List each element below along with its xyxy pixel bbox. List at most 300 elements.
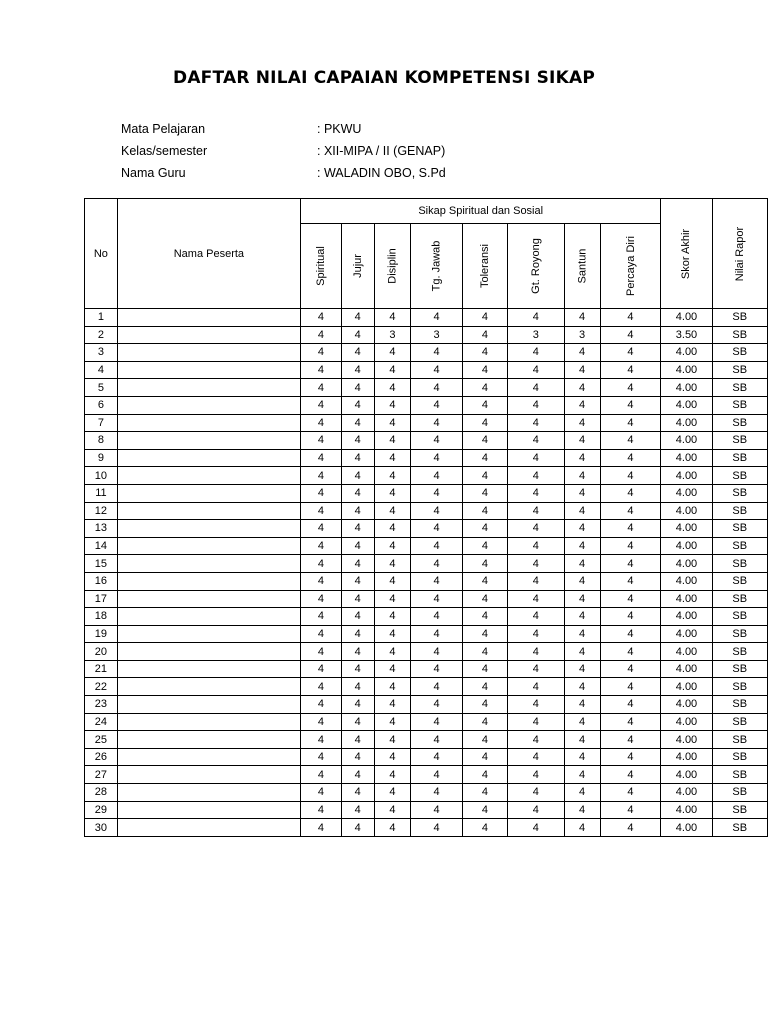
- cell-attitude-score: 4: [411, 784, 463, 802]
- cell-attitude-score: 4: [301, 819, 342, 837]
- cell-student-name: [117, 696, 300, 714]
- cell-attitude-score: 4: [462, 748, 507, 766]
- cell-student-name: [117, 379, 300, 397]
- cell-final-score: 4.00: [661, 590, 712, 608]
- cell-attitude-score: 4: [374, 608, 410, 626]
- cell-attitude-score: 4: [411, 537, 463, 555]
- cell-attitude-score: 4: [462, 379, 507, 397]
- cell-attitude-score: 4: [301, 766, 342, 784]
- cell-attitude-score: 4: [411, 467, 463, 485]
- cell-attitude-score: 4: [564, 396, 600, 414]
- cell-attitude-score: 4: [507, 696, 564, 714]
- cell-final-score: 4.00: [661, 396, 712, 414]
- cell-no: 11: [85, 484, 118, 502]
- cell-no: 16: [85, 572, 118, 590]
- cell-attitude-score: 4: [374, 344, 410, 362]
- cell-attitude-score: 4: [462, 784, 507, 802]
- cell-attitude-score: 4: [507, 309, 564, 327]
- cell-attitude-score: 3: [374, 326, 410, 344]
- column-group-header: Sikap Spiritual dan Sosial: [301, 199, 661, 224]
- cell-no: 27: [85, 766, 118, 784]
- cell-no: 14: [85, 537, 118, 555]
- table-row: [85, 396, 768, 414]
- cell-attitude-score: 4: [462, 660, 507, 678]
- cell-attitude-score: 4: [374, 731, 410, 749]
- cell-attitude-score: 4: [341, 432, 374, 450]
- table-row: [85, 643, 768, 661]
- column-header-label: Nilai Rapor: [733, 226, 746, 281]
- cell-attitude-score: 4: [374, 766, 410, 784]
- cell-report-grade: SB: [712, 502, 767, 520]
- cell-final-score: 4.00: [661, 660, 712, 678]
- cell-attitude-score: 4: [564, 678, 600, 696]
- cell-report-grade: SB: [712, 572, 767, 590]
- cell-attitude-score: 4: [301, 731, 342, 749]
- cell-final-score: 4.00: [661, 643, 712, 661]
- cell-attitude-score: 4: [341, 696, 374, 714]
- cell-attitude-score: 4: [462, 361, 507, 379]
- cell-attitude-score: 4: [564, 590, 600, 608]
- cell-attitude-score: 4: [374, 819, 410, 837]
- table-row: [85, 520, 768, 538]
- cell-final-score: 4.00: [661, 520, 712, 538]
- cell-attitude-score: 4: [301, 590, 342, 608]
- cell-attitude-score: 4: [564, 344, 600, 362]
- cell-attitude-score: 4: [411, 625, 463, 643]
- cell-attitude-score: 4: [374, 748, 410, 766]
- cell-attitude-score: 4: [462, 537, 507, 555]
- cell-attitude-score: 4: [374, 467, 410, 485]
- column-header-attitude: [507, 224, 564, 309]
- cell-final-score: 4.00: [661, 608, 712, 626]
- cell-attitude-score: 4: [507, 660, 564, 678]
- cell-attitude-score: 4: [301, 396, 342, 414]
- cell-attitude-score: 4: [564, 731, 600, 749]
- cell-attitude-score: 4: [341, 309, 374, 327]
- cell-attitude-score: 4: [374, 660, 410, 678]
- cell-attitude-score: 4: [411, 502, 463, 520]
- cell-student-name: [117, 819, 300, 837]
- cell-attitude-score: 4: [411, 432, 463, 450]
- cell-attitude-score: 4: [507, 784, 564, 802]
- meta-label: Nama Guru: [121, 166, 186, 180]
- cell-attitude-score: 4: [374, 696, 410, 714]
- cell-attitude-score: 4: [462, 396, 507, 414]
- cell-student-name: [117, 660, 300, 678]
- cell-attitude-score: 4: [600, 784, 661, 802]
- cell-attitude-score: 4: [462, 678, 507, 696]
- cell-attitude-score: 4: [462, 590, 507, 608]
- cell-attitude-score: 4: [374, 414, 410, 432]
- cell-report-grade: SB: [712, 608, 767, 626]
- cell-attitude-score: 4: [341, 520, 374, 538]
- table-row: [85, 537, 768, 555]
- cell-attitude-score: 4: [411, 396, 463, 414]
- cell-no: 29: [85, 801, 118, 819]
- cell-attitude-score: 4: [411, 572, 463, 590]
- cell-attitude-score: 4: [374, 678, 410, 696]
- cell-final-score: 4.00: [661, 309, 712, 327]
- cell-final-score: 4.00: [661, 414, 712, 432]
- cell-attitude-score: 4: [301, 801, 342, 819]
- cell-attitude-score: 4: [564, 484, 600, 502]
- cell-attitude-score: 4: [341, 660, 374, 678]
- cell-attitude-score: 4: [341, 625, 374, 643]
- cell-student-name: [117, 555, 300, 573]
- cell-attitude-score: 4: [600, 520, 661, 538]
- cell-attitude-score: 4: [564, 502, 600, 520]
- meta-value: : XII-MIPA / II (GENAP): [317, 144, 446, 158]
- cell-attitude-score: 4: [462, 555, 507, 573]
- cell-attitude-score: 4: [301, 309, 342, 327]
- cell-report-grade: SB: [712, 660, 767, 678]
- column-header-label: Skor Akhir: [680, 228, 693, 279]
- cell-attitude-score: 4: [462, 520, 507, 538]
- cell-attitude-score: 4: [411, 766, 463, 784]
- table-row: [85, 449, 768, 467]
- cell-attitude-score: 4: [341, 379, 374, 397]
- cell-attitude-score: 4: [507, 432, 564, 450]
- cell-attitude-score: 4: [507, 731, 564, 749]
- cell-final-score: 4.00: [661, 678, 712, 696]
- table-row: [85, 555, 768, 573]
- cell-no: 13: [85, 520, 118, 538]
- cell-attitude-score: 4: [507, 484, 564, 502]
- column-header-attitude: [374, 224, 410, 309]
- cell-attitude-score: 4: [411, 801, 463, 819]
- cell-attitude-score: 4: [301, 608, 342, 626]
- cell-attitude-score: 4: [462, 414, 507, 432]
- meta-value: : WALADIN OBO, S.Pd: [317, 166, 446, 180]
- cell-no: 7: [85, 414, 118, 432]
- cell-no: 3: [85, 344, 118, 362]
- column-header-grade: [712, 199, 767, 309]
- cell-attitude-score: 4: [507, 625, 564, 643]
- cell-attitude-score: 4: [600, 713, 661, 731]
- cell-attitude-score: 4: [341, 361, 374, 379]
- table-row: [85, 713, 768, 731]
- cell-student-name: [117, 502, 300, 520]
- cell-final-score: 4.00: [661, 555, 712, 573]
- cell-attitude-score: 4: [507, 678, 564, 696]
- cell-attitude-score: 4: [301, 784, 342, 802]
- cell-attitude-score: 4: [374, 572, 410, 590]
- cell-attitude-score: 4: [341, 484, 374, 502]
- cell-attitude-score: 4: [564, 608, 600, 626]
- cell-attitude-score: 4: [411, 449, 463, 467]
- cell-attitude-score: 4: [507, 379, 564, 397]
- table-row: [85, 748, 768, 766]
- column-header-name: Nama Peserta: [117, 199, 300, 309]
- cell-attitude-score: 4: [301, 414, 342, 432]
- cell-final-score: 4.00: [661, 625, 712, 643]
- cell-attitude-score: 4: [374, 502, 410, 520]
- cell-attitude-score: 4: [462, 502, 507, 520]
- cell-report-grade: SB: [712, 801, 767, 819]
- cell-attitude-score: 4: [374, 801, 410, 819]
- cell-attitude-score: 4: [411, 819, 463, 837]
- cell-attitude-score: 4: [507, 819, 564, 837]
- cell-attitude-score: 4: [507, 643, 564, 661]
- column-header-label: Percaya Diri: [624, 236, 637, 296]
- cell-no: 21: [85, 660, 118, 678]
- table-row: [85, 784, 768, 802]
- cell-final-score: 3.50: [661, 326, 712, 344]
- cell-attitude-score: 4: [564, 784, 600, 802]
- cell-student-name: [117, 643, 300, 661]
- table-row: [85, 432, 768, 450]
- column-header-label: Disiplin: [386, 248, 399, 284]
- cell-attitude-score: 4: [462, 696, 507, 714]
- cell-report-grade: SB: [712, 819, 767, 837]
- cell-attitude-score: 4: [341, 449, 374, 467]
- cell-attitude-score: 4: [301, 344, 342, 362]
- cell-attitude-score: 4: [507, 361, 564, 379]
- cell-attitude-score: 4: [600, 449, 661, 467]
- table-row: [85, 819, 768, 837]
- cell-attitude-score: 4: [411, 555, 463, 573]
- table-row: [85, 678, 768, 696]
- table-row: [85, 344, 768, 362]
- cell-attitude-score: 4: [507, 520, 564, 538]
- cell-attitude-score: 4: [301, 678, 342, 696]
- cell-attitude-score: 4: [564, 361, 600, 379]
- cell-attitude-score: 4: [462, 713, 507, 731]
- cell-no: 23: [85, 696, 118, 714]
- cell-attitude-score: 4: [411, 361, 463, 379]
- cell-student-name: [117, 396, 300, 414]
- cell-attitude-score: 4: [462, 326, 507, 344]
- cell-final-score: 4.00: [661, 361, 712, 379]
- cell-report-grade: SB: [712, 414, 767, 432]
- cell-student-name: [117, 572, 300, 590]
- table-row: [85, 625, 768, 643]
- cell-attitude-score: 4: [600, 537, 661, 555]
- cell-attitude-score: 4: [564, 748, 600, 766]
- cell-attitude-score: 4: [507, 608, 564, 626]
- cell-student-name: [117, 326, 300, 344]
- cell-attitude-score: 4: [564, 660, 600, 678]
- cell-attitude-score: 4: [301, 660, 342, 678]
- column-header-label: Jujur: [351, 254, 364, 278]
- table-row: [85, 572, 768, 590]
- cell-attitude-score: 4: [341, 344, 374, 362]
- cell-no: 19: [85, 625, 118, 643]
- cell-no: 22: [85, 678, 118, 696]
- cell-attitude-score: 4: [411, 344, 463, 362]
- cell-report-grade: SB: [712, 748, 767, 766]
- cell-attitude-score: 4: [301, 537, 342, 555]
- column-header-attitude: [411, 224, 463, 309]
- cell-attitude-score: 4: [564, 520, 600, 538]
- cell-student-name: [117, 590, 300, 608]
- cell-attitude-score: 4: [301, 555, 342, 573]
- cell-no: 28: [85, 784, 118, 802]
- cell-attitude-score: 4: [341, 414, 374, 432]
- cell-final-score: 4.00: [661, 449, 712, 467]
- cell-attitude-score: 4: [507, 590, 564, 608]
- cell-attitude-score: 4: [600, 696, 661, 714]
- cell-report-grade: SB: [712, 784, 767, 802]
- cell-student-name: [117, 432, 300, 450]
- cell-student-name: [117, 309, 300, 327]
- cell-no: 5: [85, 379, 118, 397]
- cell-student-name: [117, 361, 300, 379]
- cell-attitude-score: 4: [301, 696, 342, 714]
- cell-attitude-score: 4: [411, 608, 463, 626]
- cell-report-grade: SB: [712, 326, 767, 344]
- cell-attitude-score: 4: [600, 555, 661, 573]
- cell-attitude-score: 4: [564, 449, 600, 467]
- cell-no: 24: [85, 713, 118, 731]
- cell-attitude-score: 4: [411, 643, 463, 661]
- cell-final-score: 4.00: [661, 467, 712, 485]
- cell-attitude-score: 4: [462, 432, 507, 450]
- column-header-label: Toleransi: [478, 243, 491, 289]
- column-header-label: Gt. Royong: [529, 238, 542, 294]
- cell-student-name: [117, 678, 300, 696]
- cell-attitude-score: 4: [374, 396, 410, 414]
- cell-attitude-score: 4: [507, 467, 564, 485]
- cell-attitude-score: 4: [507, 572, 564, 590]
- cell-student-name: [117, 467, 300, 485]
- cell-attitude-score: 4: [600, 801, 661, 819]
- cell-attitude-score: 4: [341, 608, 374, 626]
- cell-attitude-score: 4: [411, 484, 463, 502]
- cell-attitude-score: 4: [341, 784, 374, 802]
- cell-final-score: 4.00: [661, 748, 712, 766]
- cell-attitude-score: 4: [462, 766, 507, 784]
- header-row-top: [85, 199, 768, 224]
- cell-attitude-score: 4: [341, 555, 374, 573]
- cell-attitude-score: 4: [341, 590, 374, 608]
- cell-final-score: 4.00: [661, 484, 712, 502]
- table-row: [85, 608, 768, 626]
- cell-final-score: 4.00: [661, 784, 712, 802]
- cell-report-grade: SB: [712, 731, 767, 749]
- cell-attitude-score: 4: [374, 590, 410, 608]
- cell-attitude-score: 4: [374, 625, 410, 643]
- cell-attitude-score: 4: [462, 643, 507, 661]
- cell-no: 10: [85, 467, 118, 485]
- cell-student-name: [117, 801, 300, 819]
- cell-attitude-score: 4: [462, 344, 507, 362]
- cell-attitude-score: 4: [600, 484, 661, 502]
- cell-attitude-score: 4: [341, 766, 374, 784]
- column-header-attitude: [341, 224, 374, 309]
- cell-attitude-score: 4: [301, 326, 342, 344]
- cell-report-grade: SB: [712, 537, 767, 555]
- cell-attitude-score: 4: [341, 326, 374, 344]
- cell-attitude-score: 4: [301, 625, 342, 643]
- cell-attitude-score: 4: [462, 801, 507, 819]
- cell-report-grade: SB: [712, 643, 767, 661]
- cell-no: 1: [85, 309, 118, 327]
- cell-report-grade: SB: [712, 766, 767, 784]
- cell-report-grade: SB: [712, 361, 767, 379]
- table-row: [85, 361, 768, 379]
- cell-attitude-score: 4: [374, 309, 410, 327]
- cell-attitude-score: 3: [411, 326, 463, 344]
- cell-attitude-score: 4: [507, 396, 564, 414]
- cell-attitude-score: 4: [374, 784, 410, 802]
- cell-no: 25: [85, 731, 118, 749]
- page-title: DAFTAR NILAI CAPAIAN KOMPETENSI SIKAP: [173, 68, 595, 88]
- cell-attitude-score: 4: [301, 502, 342, 520]
- cell-attitude-score: 4: [507, 766, 564, 784]
- cell-report-grade: SB: [712, 678, 767, 696]
- cell-attitude-score: 4: [564, 643, 600, 661]
- cell-report-grade: SB: [712, 344, 767, 362]
- cell-final-score: 4.00: [661, 572, 712, 590]
- cell-student-name: [117, 625, 300, 643]
- table-row: [85, 484, 768, 502]
- cell-attitude-score: 4: [462, 608, 507, 626]
- table-row: [85, 326, 768, 344]
- cell-attitude-score: 4: [301, 361, 342, 379]
- cell-no: 8: [85, 432, 118, 450]
- cell-attitude-score: 4: [341, 819, 374, 837]
- cell-attitude-score: 4: [564, 801, 600, 819]
- cell-attitude-score: 4: [341, 502, 374, 520]
- cell-no: 26: [85, 748, 118, 766]
- cell-attitude-score: 4: [564, 819, 600, 837]
- cell-attitude-score: 4: [301, 432, 342, 450]
- cell-no: 15: [85, 555, 118, 573]
- cell-student-name: [117, 449, 300, 467]
- cell-attitude-score: 4: [600, 432, 661, 450]
- cell-report-grade: SB: [712, 696, 767, 714]
- cell-attitude-score: 4: [374, 520, 410, 538]
- cell-attitude-score: 4: [600, 502, 661, 520]
- cell-attitude-score: 4: [600, 396, 661, 414]
- cell-report-grade: SB: [712, 555, 767, 573]
- cell-attitude-score: 4: [564, 696, 600, 714]
- cell-attitude-score: 4: [507, 555, 564, 573]
- cell-report-grade: SB: [712, 432, 767, 450]
- cell-attitude-score: 4: [341, 537, 374, 555]
- cell-attitude-score: 4: [341, 748, 374, 766]
- cell-attitude-score: 4: [600, 625, 661, 643]
- cell-no: 2: [85, 326, 118, 344]
- cell-attitude-score: 4: [600, 608, 661, 626]
- cell-attitude-score: 4: [462, 484, 507, 502]
- cell-attitude-score: 4: [301, 484, 342, 502]
- cell-attitude-score: 4: [341, 396, 374, 414]
- cell-attitude-score: 4: [507, 414, 564, 432]
- cell-final-score: 4.00: [661, 713, 712, 731]
- cell-attitude-score: 4: [600, 643, 661, 661]
- cell-attitude-score: 4: [341, 467, 374, 485]
- cell-student-name: [117, 608, 300, 626]
- cell-final-score: 4.00: [661, 537, 712, 555]
- meta-label: Mata Pelajaran: [121, 122, 206, 136]
- cell-attitude-score: 4: [600, 590, 661, 608]
- cell-attitude-score: 4: [341, 731, 374, 749]
- grades-table: [84, 198, 768, 837]
- cell-attitude-score: 4: [301, 520, 342, 538]
- cell-attitude-score: 4: [600, 678, 661, 696]
- cell-attitude-score: 4: [411, 520, 463, 538]
- cell-attitude-score: 4: [600, 361, 661, 379]
- cell-no: 4: [85, 361, 118, 379]
- cell-final-score: 4.00: [661, 432, 712, 450]
- cell-attitude-score: 4: [564, 713, 600, 731]
- cell-attitude-score: 4: [462, 625, 507, 643]
- table-row: [85, 801, 768, 819]
- cell-report-grade: SB: [712, 625, 767, 643]
- cell-attitude-score: 4: [507, 344, 564, 362]
